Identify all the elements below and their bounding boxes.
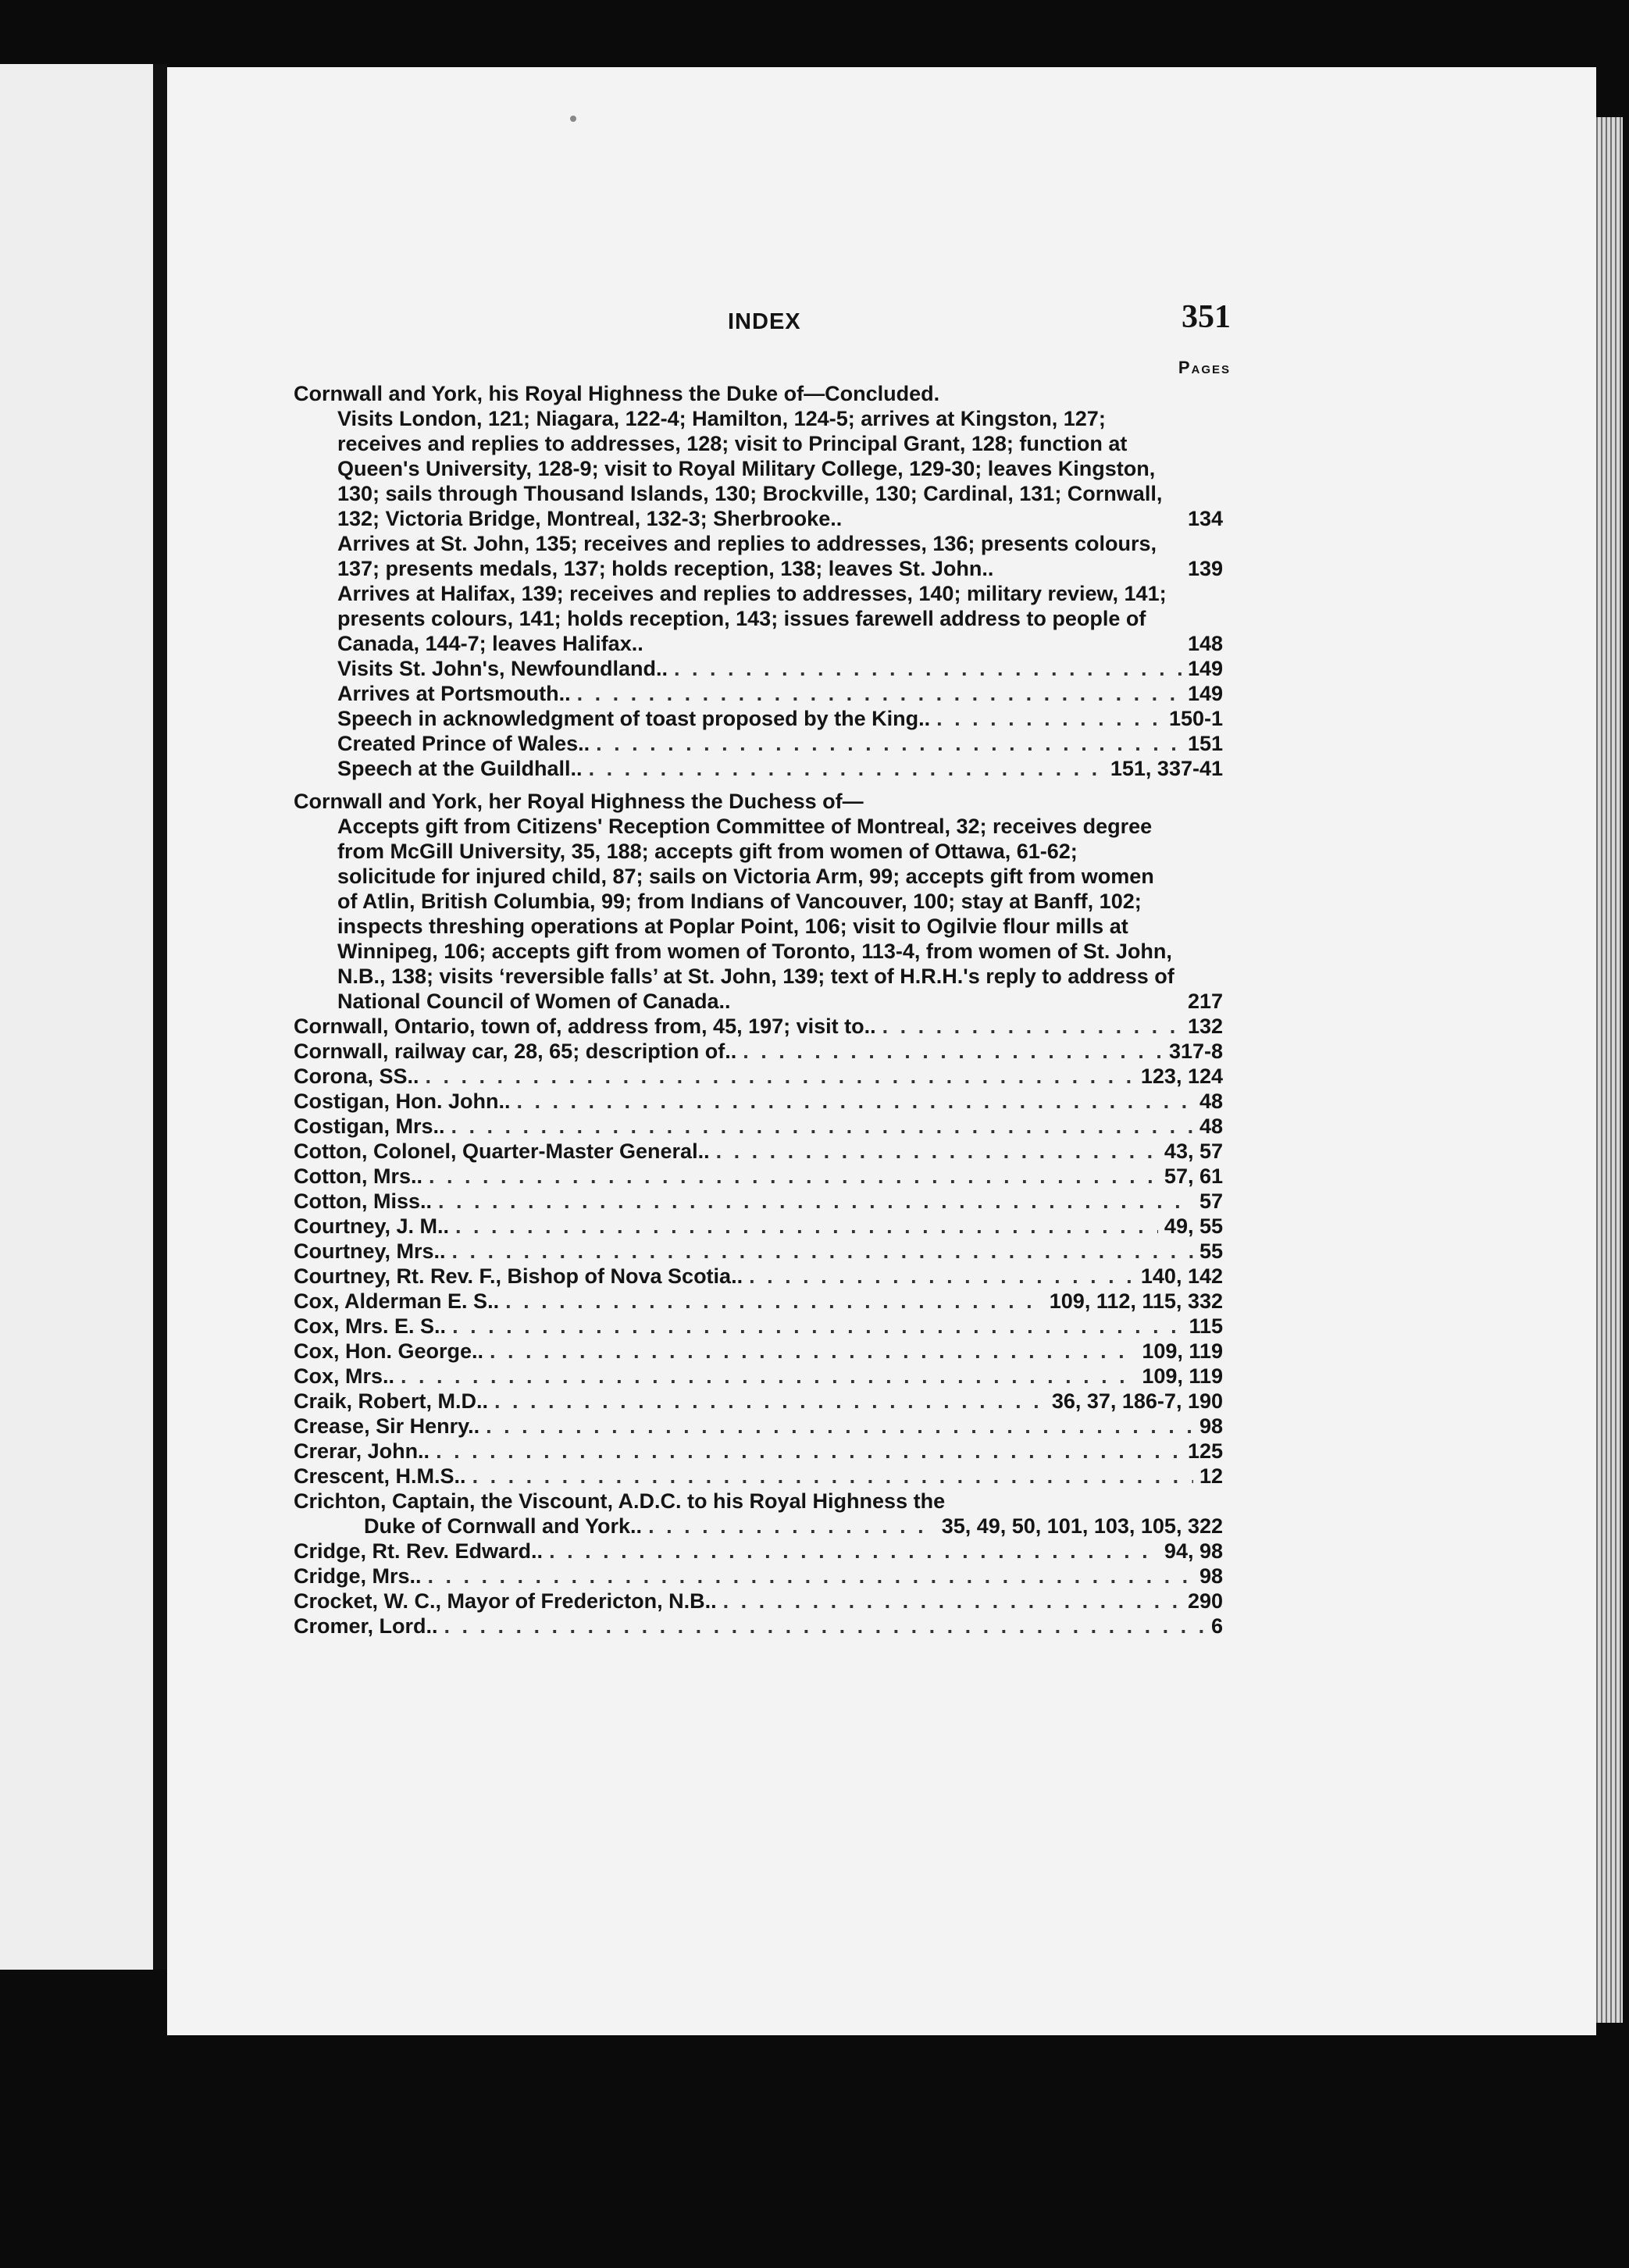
dot-leader bbox=[723, 1589, 1182, 1614]
dot-leader bbox=[426, 1064, 1135, 1089]
index-entry-text: Cox, Alderman E. S.. bbox=[294, 1289, 500, 1313]
dot-leader bbox=[674, 656, 1182, 681]
index-entry-pages: 43, 57 bbox=[1164, 1139, 1223, 1163]
pages-column-label: Pages bbox=[1178, 358, 1231, 377]
index-entry-text: Arrives at Halifax, 139; receives and replies to addresses, 140; military review, 141; presents colours, 141; holds reception, 143; issues farewell address to people of Canada, 144-7; leaves Halifax.. bbox=[337, 582, 1167, 655]
index-entry bbox=[337, 531, 1223, 581]
index-entry bbox=[337, 406, 1223, 531]
index-entry-text: Costigan, Mrs.. bbox=[294, 1114, 445, 1138]
dot-leader bbox=[589, 756, 1104, 781]
dot-leader bbox=[505, 1289, 1043, 1314]
dot-leader bbox=[936, 706, 1163, 731]
book-gutter bbox=[153, 64, 167, 1970]
index-entry bbox=[337, 756, 1223, 781]
index-entry-text: Accepts gift from Citizens' Reception Committee of Montreal, 32; receives degree from McGill University, 35, 188; accepts gift from women of Ottawa, 61-62; solicitude for injured child, 87; sails on Victoria Arm, 99; accepts gift from women of Atlin, British Columbia, 99; from Indians of Vancouver, 100; stay at Banff, 102; inspects threshing operations at Poplar Point, 106; visit to Ogilvie flour mills at Winnipeg, 106; accepts gift from women of Toronto, 113-4, from women of St. John, N.B., 138; visits ‘reversible falls’ at St. John, 139; text of H.R.H.'s reply to address of National Council of Women of Canada.. bbox=[337, 815, 1175, 1013]
entry-gap bbox=[294, 781, 1223, 789]
index-entry bbox=[294, 1264, 1223, 1289]
index-entry-text: Cotton, Miss.. bbox=[294, 1189, 432, 1213]
index-entry-pages: 148 bbox=[1187, 632, 1223, 655]
index-entry bbox=[294, 1314, 1223, 1339]
index-entry-pages: 49, 55 bbox=[1164, 1214, 1223, 1238]
index-entry bbox=[294, 381, 1223, 406]
dot-leader bbox=[451, 1114, 1193, 1139]
index-entry bbox=[294, 1164, 1223, 1189]
index-entry bbox=[294, 1064, 1223, 1089]
index-entry-text: Courtney, J. M.. bbox=[294, 1214, 450, 1238]
index-entry-pages: 35, 49, 50, 101, 103, 105, 322 bbox=[941, 1514, 1223, 1538]
index-entry bbox=[337, 681, 1223, 706]
index-entry-pages: 98 bbox=[1199, 1564, 1223, 1588]
index-entry-text: Cromer, Lord.. bbox=[294, 1614, 438, 1638]
index-entry bbox=[294, 1114, 1223, 1139]
index-entry bbox=[294, 1564, 1223, 1589]
index-entry-pages: 98 bbox=[1199, 1414, 1223, 1438]
index-entry bbox=[294, 1489, 1223, 1514]
dot-leader bbox=[452, 1239, 1193, 1264]
dot-leader bbox=[577, 681, 1182, 706]
dot-leader bbox=[438, 1189, 1193, 1214]
index-entry-pages: 57 bbox=[1199, 1189, 1223, 1213]
index-entry-text: Cornwall and York, her Royal Highness the Duchess of— bbox=[294, 790, 864, 813]
index-entry bbox=[294, 1389, 1223, 1414]
dot-leader bbox=[452, 1314, 1182, 1339]
index-entry-text: Courtney, Rt. Rev. F., Bishop of Nova Scotia.. bbox=[294, 1264, 743, 1288]
index-entry-text: Cox, Mrs.. bbox=[294, 1364, 395, 1388]
index-entry-pages: 217 bbox=[1187, 990, 1223, 1013]
dot-leader bbox=[596, 731, 1182, 756]
index-entry bbox=[337, 581, 1223, 656]
index-entry bbox=[294, 1014, 1223, 1039]
index-entry bbox=[294, 1364, 1223, 1389]
index-entry bbox=[294, 1539, 1223, 1564]
index-entry-text: Speech in acknowledgment of toast proposed by the King.. bbox=[337, 707, 931, 730]
index-entry bbox=[294, 1189, 1223, 1214]
index-entry-pages: 94, 98 bbox=[1164, 1539, 1223, 1563]
index-entry-text: Arrives at St. John, 135; receives and replies to addresses, 136; presents colours, 137; presents medals, 137; holds reception, 138; leaves St. John.. bbox=[337, 532, 1157, 580]
running-head-title: INDEX bbox=[728, 309, 801, 334]
index-entry-pages: 139 bbox=[1187, 557, 1223, 580]
dot-leader bbox=[716, 1139, 1158, 1164]
dot-leader bbox=[428, 1564, 1193, 1589]
dot-leader bbox=[549, 1539, 1158, 1564]
index-entry bbox=[294, 1589, 1223, 1614]
dot-leader bbox=[882, 1014, 1182, 1039]
index-entry-pages: 290 bbox=[1187, 1589, 1223, 1613]
index-entry-pages: 151, 337-41 bbox=[1110, 757, 1223, 780]
index-content bbox=[294, 299, 1231, 1639]
index-entry-text: Cotton, Mrs.. bbox=[294, 1164, 422, 1188]
index-entries bbox=[294, 381, 1223, 1639]
index-entry bbox=[294, 1339, 1223, 1364]
index-entry-pages: 149 bbox=[1187, 682, 1223, 705]
dot-leader bbox=[490, 1339, 1135, 1364]
index-entry bbox=[294, 1614, 1223, 1639]
page-number: 351 bbox=[1182, 299, 1231, 335]
index-entry-pages: 317-8 bbox=[1168, 1040, 1223, 1063]
index-entry bbox=[337, 656, 1223, 681]
dust-speck bbox=[570, 116, 576, 122]
index-entry-pages: 48 bbox=[1199, 1114, 1223, 1138]
index-entry-text: Corona, SS.. bbox=[294, 1064, 419, 1088]
index-entry-text: Cox, Hon. George.. bbox=[294, 1339, 484, 1363]
index-entry bbox=[294, 1214, 1223, 1239]
running-head bbox=[294, 299, 1231, 358]
index-entry-pages: 149 bbox=[1187, 657, 1223, 680]
dot-leader bbox=[749, 1264, 1135, 1289]
index-entry-text: Crerar, John.. bbox=[294, 1439, 430, 1463]
index-entry-text: Crichton, Captain, the Viscount, A.D.C. to his Royal Highness the bbox=[294, 1489, 946, 1513]
index-entry bbox=[337, 731, 1223, 756]
index-entry-text: Courtney, Mrs.. bbox=[294, 1239, 446, 1263]
index-entry-pages: 109, 119 bbox=[1142, 1339, 1223, 1363]
index-entry bbox=[294, 1289, 1223, 1314]
index-entry-pages: 36, 37, 186-7, 190 bbox=[1051, 1389, 1223, 1413]
index-entry-text: Visits St. John's, Newfoundland.. bbox=[337, 657, 668, 680]
dot-leader bbox=[429, 1164, 1158, 1189]
index-entry-pages: 132 bbox=[1187, 1015, 1223, 1038]
index-entry bbox=[294, 1464, 1223, 1489]
index-entry-text: Costigan, Hon. John.. bbox=[294, 1089, 511, 1113]
dot-leader bbox=[455, 1214, 1158, 1239]
index-entry-pages: 109, 119 bbox=[1142, 1364, 1223, 1388]
dot-leader bbox=[517, 1089, 1193, 1114]
index-entry-text: Arrives at Portsmouth.. bbox=[337, 682, 571, 705]
index-entry-pages: 134 bbox=[1187, 507, 1223, 530]
index-entry-text: Cridge, Rt. Rev. Edward.. bbox=[294, 1539, 544, 1563]
index-entry-text: Crescent, H.M.S.. bbox=[294, 1464, 466, 1488]
index-entry-text: Crease, Sir Henry.. bbox=[294, 1414, 480, 1438]
dot-leader bbox=[494, 1389, 1046, 1414]
index-entry-text: Cornwall and York, his Royal Highness the Duke of—Concluded. bbox=[294, 382, 940, 405]
dot-leader bbox=[648, 1514, 936, 1539]
dot-leader bbox=[444, 1614, 1205, 1639]
index-entry-pages: 150-1 bbox=[1168, 707, 1223, 730]
index-entry-pages: 125 bbox=[1187, 1439, 1223, 1463]
index-entry-text: Created Prince of Wales.. bbox=[337, 732, 590, 755]
page-stack-edges bbox=[1593, 117, 1623, 2023]
index-entry-text: Cotton, Colonel, Quarter-Master General.. bbox=[294, 1139, 710, 1163]
index-entry bbox=[337, 706, 1223, 731]
index-entry-pages: 12 bbox=[1199, 1464, 1223, 1488]
index-entry bbox=[294, 1089, 1223, 1114]
dot-leader bbox=[743, 1039, 1163, 1064]
index-entry bbox=[294, 1239, 1223, 1264]
index-entry-pages: 48 bbox=[1199, 1089, 1223, 1113]
index-entry-pages: 55 bbox=[1199, 1239, 1223, 1263]
index-entry bbox=[294, 1139, 1223, 1164]
index-entry-text: Visits London, 121; Niagara, 122-4; Hamilton, 124-5; arrives at Kingston, 127; receives and replies to addresses, 128; visit to Principal Grant, 128; function at Queen's University, 128-9; visit to Royal Military College, 129-30; leaves Kingston, 130; sails through Thousand Islands, 130; Brockville, 130; Cardinal, 131; Cornwall, 132; Victoria Bridge, Montreal, 132-3; Sherbrooke.. bbox=[337, 407, 1163, 530]
index-entry-text: Cornwall, railway car, 28, 65; description of.. bbox=[294, 1040, 737, 1063]
index-entry-text: Crocket, W. C., Mayor of Fredericton, N.B.. bbox=[294, 1589, 717, 1613]
index-entry-pages: 57, 61 bbox=[1164, 1164, 1223, 1188]
index-entry bbox=[294, 1039, 1223, 1064]
index-entry bbox=[294, 789, 1223, 814]
index-entry-text: Speech at the Guildhall.. bbox=[337, 757, 583, 780]
dot-leader bbox=[472, 1464, 1193, 1489]
index-entry-text: Craik, Robert, M.D.. bbox=[294, 1389, 489, 1413]
index-entry bbox=[364, 1514, 1223, 1539]
dot-leader bbox=[401, 1364, 1135, 1389]
index-entry bbox=[294, 1414, 1223, 1439]
index-entry-text: Duke of Cornwall and York.. bbox=[364, 1514, 643, 1538]
index-entry-text: Cox, Mrs. E. S.. bbox=[294, 1314, 447, 1338]
index-entry-text: Cridge, Mrs.. bbox=[294, 1564, 422, 1588]
index-entry-pages: 151 bbox=[1187, 732, 1223, 755]
dot-leader bbox=[486, 1414, 1193, 1439]
index-entry-pages: 6 bbox=[1210, 1614, 1223, 1638]
index-entry bbox=[337, 814, 1223, 1014]
index-entry-pages: 140, 142 bbox=[1140, 1264, 1223, 1288]
dot-leader bbox=[436, 1439, 1182, 1464]
facing-page-edge bbox=[0, 64, 153, 1970]
index-entry-pages: 123, 124 bbox=[1140, 1064, 1223, 1088]
index-entry-text: Cornwall, Ontario, town of, address from, 45, 197; visit to.. bbox=[294, 1015, 876, 1038]
index-entry bbox=[294, 1439, 1223, 1464]
index-entry-pages: 109, 112, 115, 332 bbox=[1049, 1289, 1223, 1313]
index-entry-pages: 115 bbox=[1189, 1314, 1223, 1338]
